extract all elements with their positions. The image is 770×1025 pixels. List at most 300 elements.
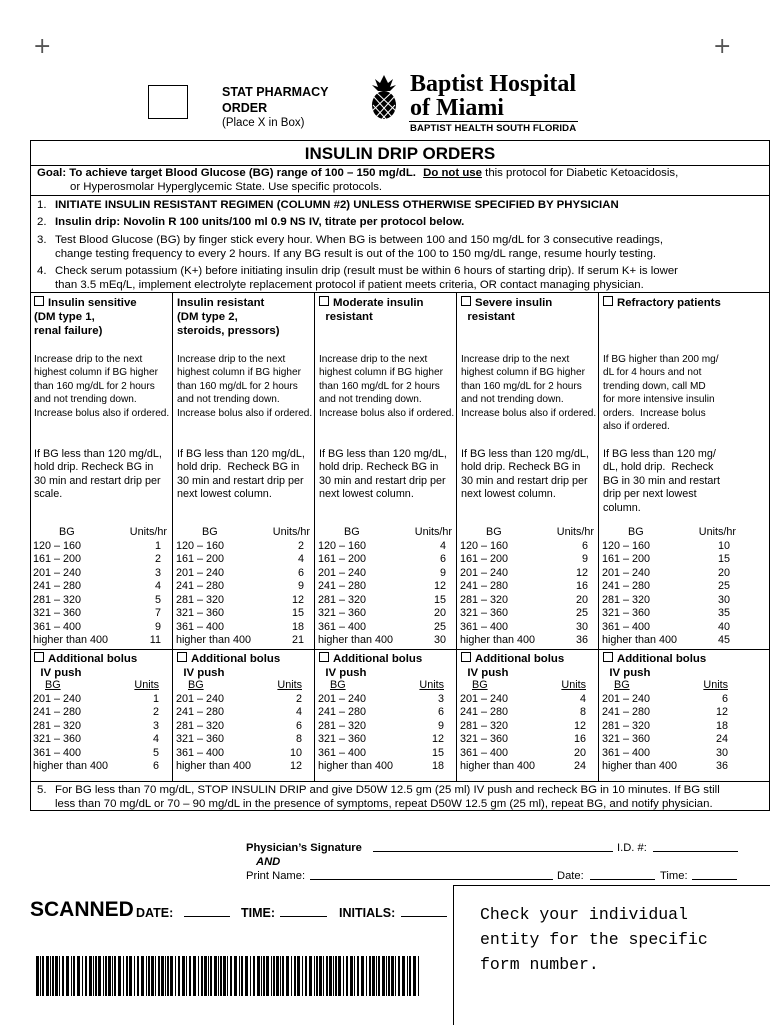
bolus-bg-range: 321 – 360 (33, 733, 82, 745)
drip-table-row (460, 607, 596, 621)
hold-instructions: If BG less than 120 mg/dL, hold drip. Recheck BG in 30 min and restart drip per next lowest column. (319, 448, 447, 501)
barcode-bar (59, 956, 60, 996)
bolus-bg-range: 201 – 240 (318, 692, 367, 705)
barcode-bar (286, 956, 289, 996)
bolus-bg-range: 201 – 240 (602, 692, 651, 705)
bg-range: 161 – 200 (318, 553, 367, 565)
units-value: 6 (581, 539, 588, 552)
barcode-bar (409, 956, 411, 996)
bg-range: higher than 400 (33, 634, 109, 646)
column-heading-text: Moderate insulin resistant (325, 297, 424, 323)
stat-checkbox[interactable] (148, 85, 188, 119)
units-value: 25 (575, 607, 588, 619)
goal-divider (30, 195, 769, 196)
bg-range: 201 – 240 (318, 566, 367, 579)
barcode-bar (271, 956, 272, 996)
bolus-table (318, 679, 454, 774)
barcode-bar (103, 956, 104, 996)
bolus-table-row (460, 693, 596, 707)
column-checkbox[interactable] (319, 296, 329, 306)
drip-table-row (318, 580, 454, 594)
bolus-divider (315, 649, 457, 650)
barcode-bar (329, 956, 332, 996)
bolus-bg-range: 241 – 280 (33, 706, 82, 718)
bolus-checkbox[interactable] (177, 652, 187, 662)
drip-table-row (460, 553, 596, 567)
scanned-label: SCANNED (30, 898, 134, 921)
bolus-table-row (318, 733, 454, 747)
bg-range: 281 – 320 (318, 593, 367, 606)
bolus-table-row (318, 706, 454, 720)
bolus-units-value: 2 (152, 706, 159, 718)
units-value: 1 (154, 539, 161, 552)
barcode-bar (369, 956, 371, 996)
bg-header: BG (59, 526, 75, 538)
bolus-units-value: 15 (431, 746, 444, 759)
bg-range: 361 – 400 (33, 620, 82, 633)
scanned-date-field[interactable] (184, 906, 230, 917)
drip-table-row (318, 540, 454, 554)
bolus-bg-header: BG (45, 679, 61, 691)
drip-rate-table (33, 526, 169, 648)
barcode-bar (223, 956, 226, 996)
units-value: 12 (575, 566, 588, 579)
bolus-units-value: 6 (721, 692, 728, 705)
barcode-bar (230, 956, 232, 996)
drip-rate-table (602, 526, 738, 648)
bolus-units-header: Units (419, 679, 444, 691)
barcode-bar (280, 956, 281, 996)
drip-table-row (33, 540, 169, 554)
date-field[interactable] (590, 869, 655, 880)
bg-range: 201 – 240 (176, 566, 225, 579)
bolus-table-row (602, 747, 738, 761)
bolus-units-value: 1 (152, 692, 159, 705)
bolus-checkbox[interactable] (319, 652, 329, 662)
barcode-bar (291, 956, 292, 996)
barcode-bar (305, 956, 307, 996)
barcode-bar (354, 956, 355, 996)
goal-text-rest: this protocol for Diabetic Ketoacidosis, (485, 167, 679, 179)
barcode-bar (175, 956, 176, 996)
barcode-bar (126, 956, 128, 996)
bg-range: higher than 400 (318, 634, 394, 646)
column-heading-text: Insulin sensitive (DM type 1, renal failure) (34, 297, 137, 337)
drip-table-row (460, 634, 596, 648)
bg-header: BG (486, 526, 502, 538)
units-value: 20 (433, 607, 446, 619)
bolus-checkbox[interactable] (461, 652, 471, 662)
organization-name: BAPTIST HEALTH SOUTH FLORIDA (410, 123, 577, 134)
units-value: 30 (717, 593, 730, 606)
crop-mark-left: + (33, 34, 52, 59)
drip-table-row (318, 567, 454, 581)
time-label: Time: (660, 870, 688, 882)
bolus-bg-range: 361 – 400 (460, 746, 509, 759)
units-value: 9 (439, 566, 446, 579)
barcode-bar (266, 956, 269, 996)
drip-table-row (33, 580, 169, 594)
bolus-heading (177, 652, 280, 680)
bolus-bg-range: 281 – 320 (318, 719, 367, 732)
time-field[interactable] (692, 869, 737, 880)
barcode-bar (398, 956, 400, 996)
regimen-column-1 (30, 292, 172, 782)
bolus-bg-range: 361 – 400 (318, 746, 367, 759)
bolus-table-header (318, 679, 454, 693)
hold-instructions: If BG less than 120 mg/dL, hold drip. Recheck BG in 30 min and restart drip per next lowest column. (177, 448, 305, 501)
barcode-bar (234, 956, 237, 996)
barcode-bar (178, 956, 180, 996)
drip-table-row (33, 607, 169, 621)
scanned-date-label: DATE: (136, 906, 174, 920)
scanned-initials-field[interactable] (401, 906, 447, 917)
barcode-bar (402, 956, 405, 996)
barcode-bar (302, 956, 303, 996)
bolus-table-row (602, 720, 738, 734)
instruction-4-line2: than 3.5 mEq/L, implement electrolyte replacement protocol if patient meets criteria, OR contact managing physician. (55, 279, 644, 291)
bg-range: 201 – 240 (33, 566, 82, 579)
drip-table-row (176, 540, 312, 554)
goal-line1 (37, 166, 678, 181)
bolus-divider (599, 649, 770, 650)
physician-signature-label: Physician’s Signature (246, 842, 362, 854)
bolus-table-row (318, 720, 454, 734)
barcode-bar (372, 956, 375, 996)
bolus-table-row (460, 733, 596, 747)
bolus-units-value: 8 (295, 733, 302, 745)
drip-table-row (176, 634, 312, 648)
column-heading (461, 296, 552, 324)
scanned-time-label: TIME: (241, 906, 276, 920)
bolus-units-header: Units (703, 679, 728, 691)
barcode-bar (193, 956, 196, 996)
units-value: 12 (291, 593, 304, 606)
barcode-bar (391, 956, 394, 996)
bg-range: 321 – 360 (176, 607, 225, 619)
units-value: 9 (581, 553, 588, 565)
bolus-table-row (602, 706, 738, 720)
drip-table-row (460, 540, 596, 554)
barcode-bar (146, 956, 147, 996)
increase-instructions: Increase drip to the next highest column if BG higher than 160 mg/dL for 2 hours and not trending down. Increase bolus also if ordered. (461, 354, 597, 419)
bolus-units-value: 4 (295, 706, 302, 718)
barcode-bar (241, 956, 243, 996)
bg-range: 201 – 240 (460, 566, 509, 579)
barcode-bar (276, 956, 279, 996)
goal-text: To achieve target Blood Glucose (BG) range of 100 – 150 mg/dL. (69, 167, 416, 179)
bg-range: 161 – 200 (176, 553, 225, 565)
barcode-bar (182, 956, 185, 996)
drip-table-row (176, 621, 312, 635)
barcode-bar (309, 956, 312, 996)
physician-signature-field[interactable] (373, 841, 613, 852)
bolus-table-row (176, 706, 312, 720)
regimen-column-3 (314, 292, 457, 782)
drip-table-row (176, 580, 312, 594)
drip-table-row (602, 567, 738, 581)
barcode-bar (245, 956, 248, 996)
barcode-bar (85, 956, 87, 996)
bolus-table (33, 679, 169, 774)
column-heading (603, 296, 721, 310)
barcode-bar (413, 956, 416, 996)
barcode-bar (148, 956, 150, 996)
units-value: 6 (439, 553, 446, 565)
drip-table-row (318, 553, 454, 567)
barcode-bar (407, 956, 408, 996)
drip-table-row (176, 567, 312, 581)
units-value: 5 (154, 593, 161, 606)
drip-table-row (602, 580, 738, 594)
bolus-table-row (318, 747, 454, 761)
instruction-3-line2: change testing frequency to every 2 hours. If any BG result is out of the 100 to 150 mg/dL range, resume hourly testing. (55, 248, 657, 260)
barcode-bar (323, 956, 324, 996)
barcode-bar (141, 956, 144, 996)
units-value: 20 (717, 566, 730, 579)
bg-range: 120 – 160 (176, 539, 225, 552)
drip-table-row (318, 634, 454, 648)
drip-table-row (602, 621, 738, 635)
bolus-bg-range: 201 – 240 (460, 692, 509, 705)
instruction-4-number: 4. (37, 265, 47, 277)
barcode-bar (319, 956, 322, 996)
units-header: Units/hr (129, 526, 167, 538)
units-value: 4 (297, 553, 304, 565)
bolus-units-value: 6 (437, 706, 444, 718)
stat-title-line1: STAT PHARMACY (222, 85, 329, 99)
barcode-bar (361, 956, 364, 996)
barcode-bar (366, 956, 367, 996)
bolus-units-value: 12 (289, 760, 302, 772)
notice-text: Check your individual entity for the specific form number. (480, 905, 708, 974)
bolus-bg-range: 281 – 320 (33, 719, 82, 732)
bg-range: 361 – 400 (460, 620, 509, 633)
barcode-bar (46, 956, 49, 996)
barcode-bar (201, 956, 203, 996)
bolus-table-row (33, 733, 169, 747)
id-field[interactable] (653, 841, 738, 852)
bg-range: 120 – 160 (602, 539, 651, 552)
units-value: 15 (717, 553, 730, 565)
instruction-1: INITIATE INSULIN RESISTANT REGIMEN (COLUMN #2) UNLESS OTHERWISE SPECIFIED BY PHYSICIAN (55, 199, 619, 211)
bolus-bg-range: higher than 400 (602, 760, 678, 772)
bolus-table-row (318, 693, 454, 707)
barcode-bar (189, 956, 191, 996)
drip-table-row (460, 567, 596, 581)
hospital-name-line1: Baptist Hospital (410, 71, 577, 97)
barcode-bar (346, 956, 348, 996)
barcode-bar (123, 956, 124, 996)
units-value: 45 (717, 634, 730, 646)
units-value: 35 (717, 607, 730, 619)
bolus-units-value: 9 (437, 719, 444, 732)
hold-instructions: If BG less than 120 mg/ dL, hold drip. Recheck BG in 30 min and restart drip per next lowest column. (603, 448, 721, 514)
barcode-bar (129, 956, 132, 996)
bolus-bg-range: 201 – 240 (33, 692, 82, 705)
bolus-bg-range: higher than 400 (33, 760, 109, 772)
bolus-bg-header: BG (330, 679, 346, 691)
bolus-table-header (460, 679, 596, 693)
barcode-bar (253, 956, 255, 996)
bg-range: 281 – 320 (176, 593, 225, 606)
units-value: 10 (717, 539, 730, 552)
barcode-bar (294, 956, 296, 996)
goal-do-not-use: Do not use (423, 167, 482, 179)
bg-range: 321 – 360 (460, 607, 509, 619)
barcode-bar (161, 956, 164, 996)
bolus-checkbox[interactable] (603, 652, 613, 662)
drip-table-row (602, 634, 738, 648)
barcode-bar (98, 956, 101, 996)
bolus-table (602, 679, 738, 774)
note-divider (30, 781, 769, 782)
bg-range: 361 – 400 (318, 620, 367, 633)
drip-table-row (460, 594, 596, 608)
units-value: 25 (433, 620, 446, 633)
bg-range: 120 – 160 (318, 539, 367, 552)
hold-instructions: If BG less than 120 mg/dL, hold drip. Recheck BG in 30 min and restart drip per scale. (34, 448, 162, 501)
drip-table-row (318, 594, 454, 608)
date-label: Date: (557, 870, 584, 882)
bolus-checkbox[interactable] (34, 652, 44, 662)
bolus-heading-text: Additional bolus IV push (609, 653, 707, 679)
barcode-bar (218, 956, 219, 996)
bg-range: 361 – 400 (176, 620, 225, 633)
bolus-divider (173, 649, 315, 650)
instruction-4-line1: Check serum potassium (K+) before initiating insulin drip (result must be within 6 hours of starting drip). If serum K+ is lower (55, 265, 678, 277)
bolus-bg-range: 241 – 280 (318, 706, 367, 718)
bolus-table-row (602, 733, 738, 747)
bg-header: BG (202, 526, 218, 538)
bg-range: 281 – 320 (602, 593, 651, 606)
bolus-units-value: 12 (573, 719, 586, 732)
barcode-bar (73, 956, 75, 996)
hold-instructions: If BG less than 120 mg/dL, hold drip. Recheck BG in 30 min and restart drip per next lowest column. (461, 448, 589, 501)
column-heading (177, 296, 280, 338)
barcode-bar (137, 956, 139, 996)
bolus-table (460, 679, 596, 774)
units-value: 2 (154, 553, 161, 565)
bg-header: BG (344, 526, 360, 538)
bolus-table-row (318, 760, 454, 774)
print-name-field[interactable] (310, 869, 553, 880)
bolus-units-value: 2 (295, 692, 302, 705)
bg-range: 241 – 280 (33, 580, 82, 592)
barcode-bar (326, 956, 328, 996)
barcode-bar (357, 956, 359, 996)
drip-rate-table (318, 526, 454, 648)
units-value: 4 (439, 539, 446, 552)
bg-range: 281 – 320 (33, 593, 82, 606)
barcode-bar (71, 956, 72, 996)
units-value: 4 (154, 580, 161, 592)
note-5-number: 5. (37, 784, 47, 796)
bolus-units-value: 5 (152, 746, 159, 759)
barcode-bar (82, 956, 83, 996)
drip-table-row (602, 607, 738, 621)
bolus-bg-range: 361 – 400 (602, 746, 651, 759)
barcode-bar (112, 956, 113, 996)
stat-title-line2: ORDER (222, 101, 268, 115)
note-5-line1: For BG less than 70 mg/dL, STOP INSULIN DRIP and give D50W 12.5 gm (25 ml) IV push and recheck BG in 10 minutes. If BG still (55, 784, 720, 796)
column-heading (319, 296, 424, 324)
barcode-bar (316, 956, 318, 996)
scanned-time-field[interactable] (280, 906, 327, 917)
goal-label: Goal: (37, 167, 67, 179)
bolus-units-value: 8 (579, 706, 586, 718)
bolus-units-value: 24 (715, 733, 728, 745)
barcode-bar (77, 956, 80, 996)
bolus-bg-header: BG (472, 679, 488, 691)
increase-instructions: If BG higher than 200 mg/ dL for 4 hours and not trending down, call MD for more intensive insulin orders. Increase bolus also if ordered. (603, 354, 719, 433)
bolus-table-header (176, 679, 312, 693)
logo-divider (409, 121, 578, 122)
barcode-bar (158, 956, 160, 996)
units-header: Units/hr (698, 526, 736, 538)
bolus-bg-range: 361 – 400 (33, 746, 82, 759)
units-value: 15 (291, 607, 304, 619)
instruction-1-number: 1. (37, 199, 47, 211)
bg-range: 241 – 280 (460, 580, 509, 592)
drip-table-row (602, 540, 738, 554)
bg-range: 241 – 280 (602, 580, 651, 592)
units-value: 15 (433, 593, 446, 606)
and-label: AND (256, 856, 281, 868)
units-header: Units/hr (414, 526, 452, 538)
barcode-bar (273, 956, 275, 996)
print-name-label: Print Name: (246, 870, 306, 882)
bolus-heading-text: Additional bolus IV push (325, 653, 423, 679)
units-value: 6 (297, 566, 304, 579)
barcode-bar (66, 956, 69, 996)
column-heading-text: Insulin resistant (DM type 2, steroids, pressors) (177, 297, 280, 337)
units-value: 30 (575, 620, 588, 633)
barcode-bar (42, 956, 44, 996)
bolus-heading-text: Additional bolus IV push (467, 653, 565, 679)
barcode-bar (343, 956, 344, 996)
bolus-bg-range: 201 – 240 (176, 692, 225, 705)
drip-table-header (602, 526, 738, 540)
bolus-bg-header: BG (188, 679, 204, 691)
units-value: 20 (575, 593, 588, 606)
drip-table-row (176, 607, 312, 621)
barcode-bar (208, 956, 209, 996)
barcode-bar (36, 956, 39, 996)
column-checkbox[interactable] (34, 296, 44, 306)
drip-table-row (602, 594, 738, 608)
hospital-name-line2: of Miami (410, 95, 504, 121)
drip-table-row (602, 553, 738, 567)
column-checkbox[interactable] (461, 296, 471, 306)
units-value: 9 (154, 620, 161, 633)
scanned-initials-label: INITIALS: (339, 906, 396, 920)
barcode-bar (95, 956, 97, 996)
bg-range: 161 – 200 (602, 553, 651, 565)
pineapple-logo-icon (366, 73, 402, 121)
barcode-bar (134, 956, 135, 996)
bolus-bg-range: 361 – 400 (176, 746, 225, 759)
units-value: 7 (154, 607, 161, 619)
barcode-bar (263, 956, 265, 996)
column-checkbox[interactable] (603, 296, 613, 306)
bolus-table-row (460, 760, 596, 774)
bolus-bg-range: 241 – 280 (602, 706, 651, 718)
regimen-column-2 (172, 292, 315, 782)
bg-range: 120 – 160 (33, 539, 82, 552)
barcode-bar (376, 956, 377, 996)
bolus-divider (30, 649, 172, 650)
